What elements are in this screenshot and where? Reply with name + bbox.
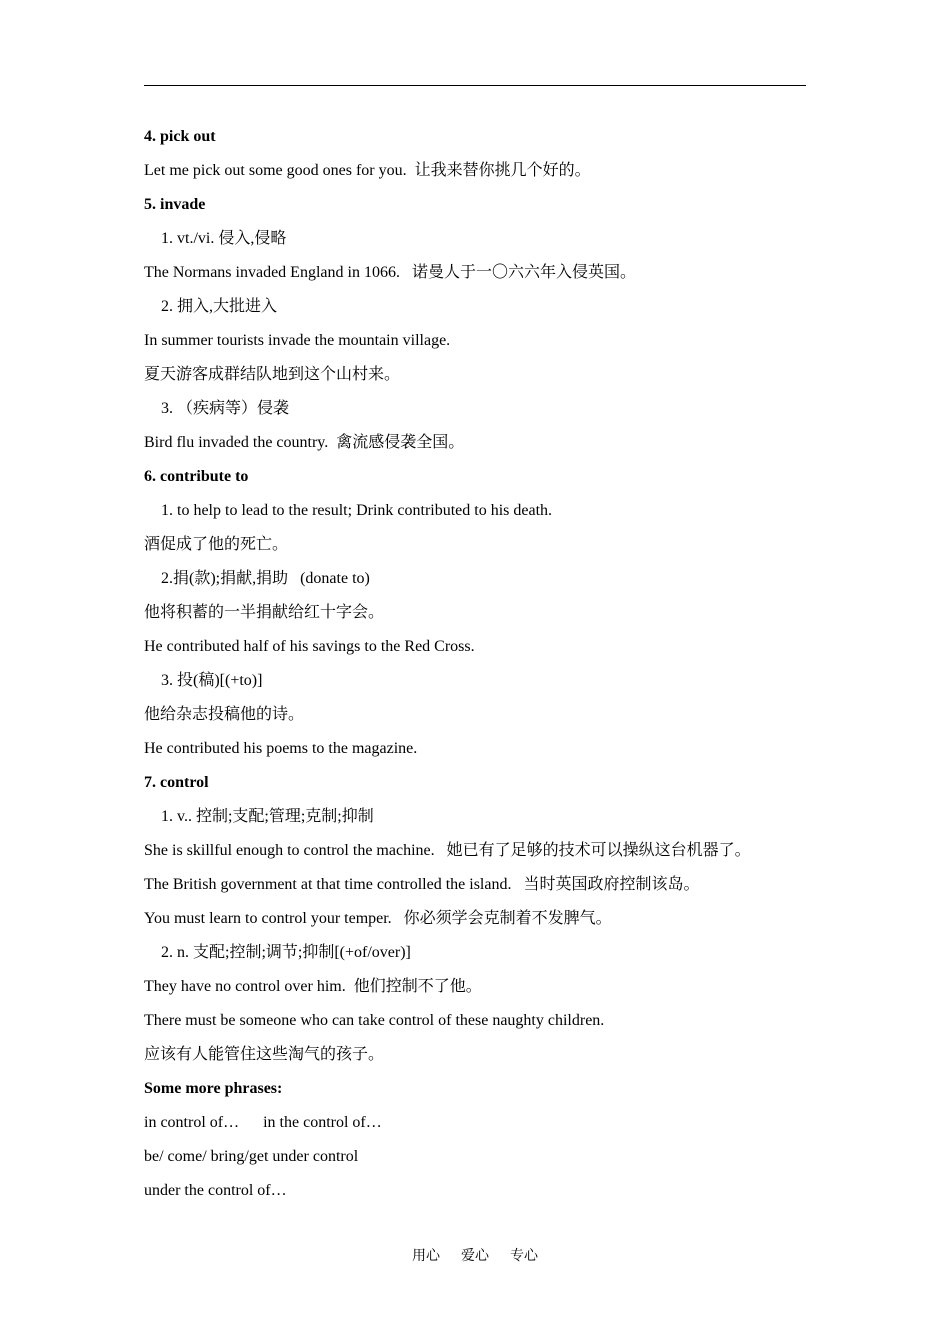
text-line: 他将积蓄的一半捐献给红十字会。 [144,604,385,621]
text-line: 1. v.. 控制;支配;管理;克制;抑制 [161,808,374,825]
text-line: 夏天游客成群结队地到这个山村来。 [144,366,401,383]
text-line: 1. vt./vi. 侵入,侵略 [161,230,287,247]
text-line: 2. n. 支配;控制;调节;抑制[(+of/over)] [161,944,411,961]
section-heading: 7. control [144,774,209,791]
text-line: under the control of… [144,1182,287,1199]
section-heading: 4. pick out [144,128,216,145]
section-heading: 6. contribute to [144,468,249,485]
text-line: 他给杂志投稿他的诗。 [144,706,305,723]
text-line: in control of… in the control of… [144,1114,382,1131]
text-line: 2. 拥入,大批进入 [161,298,278,315]
text-line: There must be someone who can take control of these naughty children. [144,1012,605,1029]
text-line: She is skillful enough to control the machine. 她已有了足够的技术可以操纵这台机器了。 [144,842,751,859]
document-body [144,120,806,1208]
text-line: be/ come/ bring/get under control [144,1148,359,1165]
text-line: They have no control over him. 他们控制不了他。 [144,978,482,995]
text-line: The Normans invaded England in 1066. 诺曼人于一〇六六年入侵英国。 [144,264,636,281]
text-line: In summer tourists invade the mountain village. [144,332,451,349]
text-line: 3. 投(稿)[(+to)] [161,672,263,689]
section-heading: 5. invade [144,196,206,213]
page-footer: 用心 爱心 专心 [412,1249,538,1264]
text-line: You must learn to control your temper. 你必须学会克制着不发脾气。 [144,910,612,927]
text-line: 2.捐(款);捐献,捐助 (donate to) [161,570,370,587]
text-line: 应该有人能管住这些淘气的孩子。 [144,1046,385,1063]
text-line: The British government at that time controlled the island. 当时英国政府控制该岛。 [144,876,700,893]
text-line: Let me pick out some good ones for you. 让我来替你挑几个好的。 [144,162,591,179]
text-line: 3. （疾病等）侵袭 [161,400,290,417]
text-line: 酒促成了他的死亡。 [144,536,289,553]
section-heading: Some more phrases: [144,1080,283,1097]
text-line: He contributed his poems to the magazine. [144,740,418,757]
header-rule [144,85,806,86]
text-line: 1. to help to lead to the result; Drink contributed to his death. [161,502,553,519]
text-line: Bird flu invaded the country. 禽流感侵袭全国。 [144,434,465,451]
text-line: He contributed half of his savings to the Red Cross. [144,638,475,655]
